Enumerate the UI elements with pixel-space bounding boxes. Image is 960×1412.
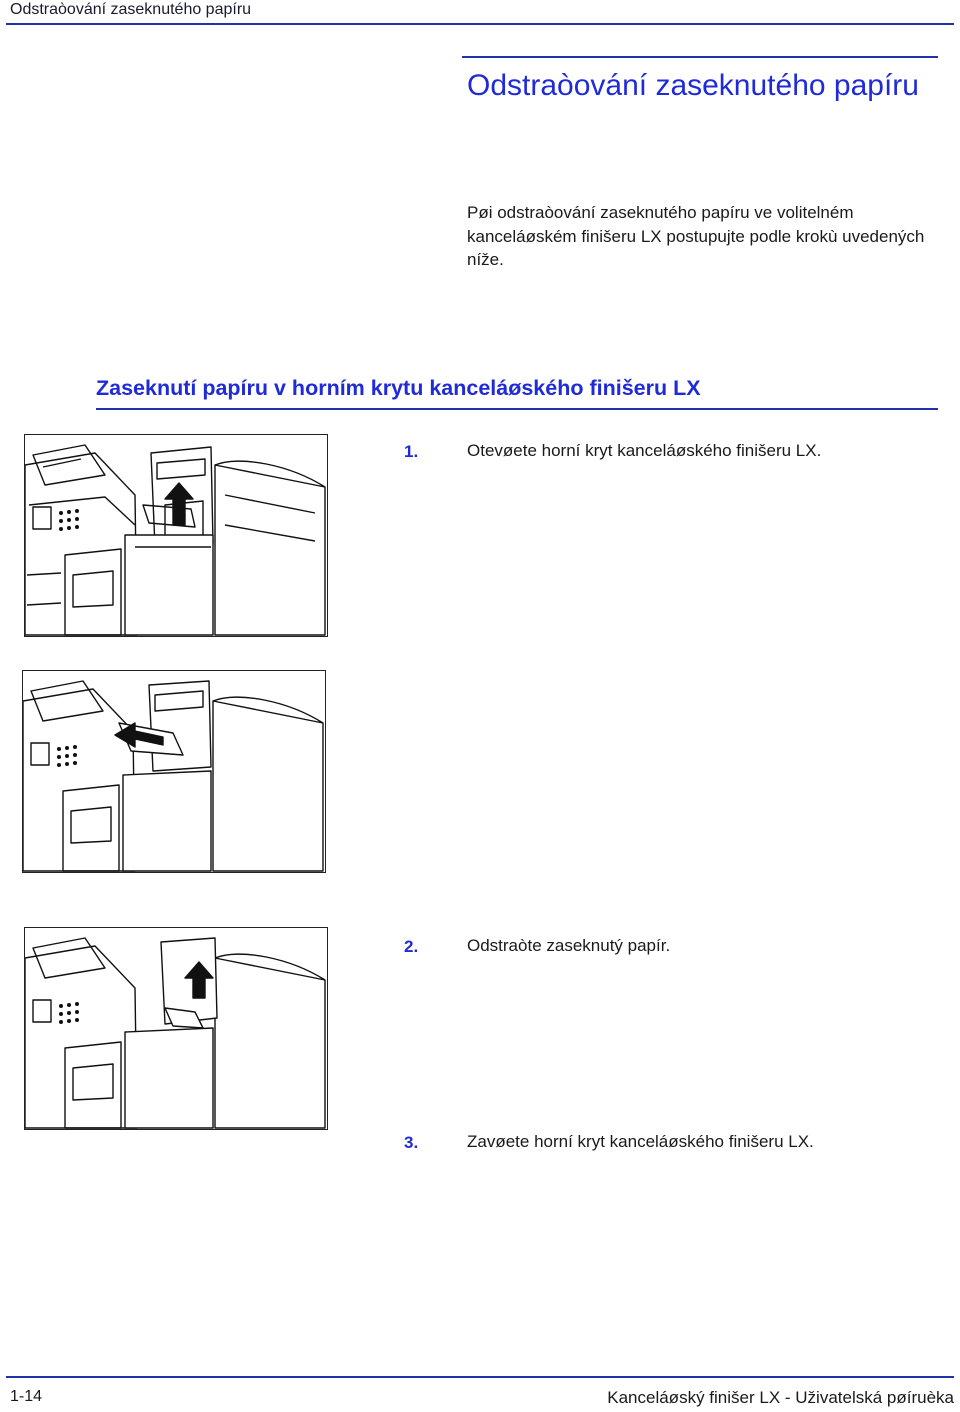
- section-rule: [96, 408, 938, 410]
- intro-paragraph: Pøi odstraòování zaseknutého papíru ve volitelném kanceláøském finišeru LX postupujte podle krokù uvedených níže.: [467, 203, 925, 269]
- step-text: Otevøete horní kryt kanceláøského finišeru LX.: [467, 441, 822, 460]
- footer-doc-title: Kanceláøský finišer LX - Uživatelská pøíruèka: [607, 1388, 954, 1407]
- figure-close-top-cover: [24, 927, 328, 1130]
- step-number: 2.: [404, 937, 419, 956]
- section-heading: Zaseknutí papíru v horním krytu kanceláøského finišeru LX: [96, 376, 701, 400]
- step-number: 3.: [404, 1133, 419, 1152]
- step-text: Odstraòte zaseknutý papír.: [467, 936, 671, 955]
- running-header: Odstraòování zaseknutého papíru: [10, 1, 252, 18]
- header-rule: [6, 23, 954, 25]
- figure-open-top-cover: [24, 434, 328, 637]
- figure-remove-jammed-paper: [22, 670, 326, 873]
- page-title: Odstraòování zaseknutého papíru: [467, 69, 919, 102]
- step-text: Zavøete horní kryt kanceláøského finišeru LX.: [467, 1132, 814, 1151]
- step-number: 1.: [404, 442, 419, 461]
- page-number: 1-14: [10, 1388, 43, 1405]
- footer-rule: [6, 1376, 954, 1378]
- title-rule: [462, 56, 938, 58]
